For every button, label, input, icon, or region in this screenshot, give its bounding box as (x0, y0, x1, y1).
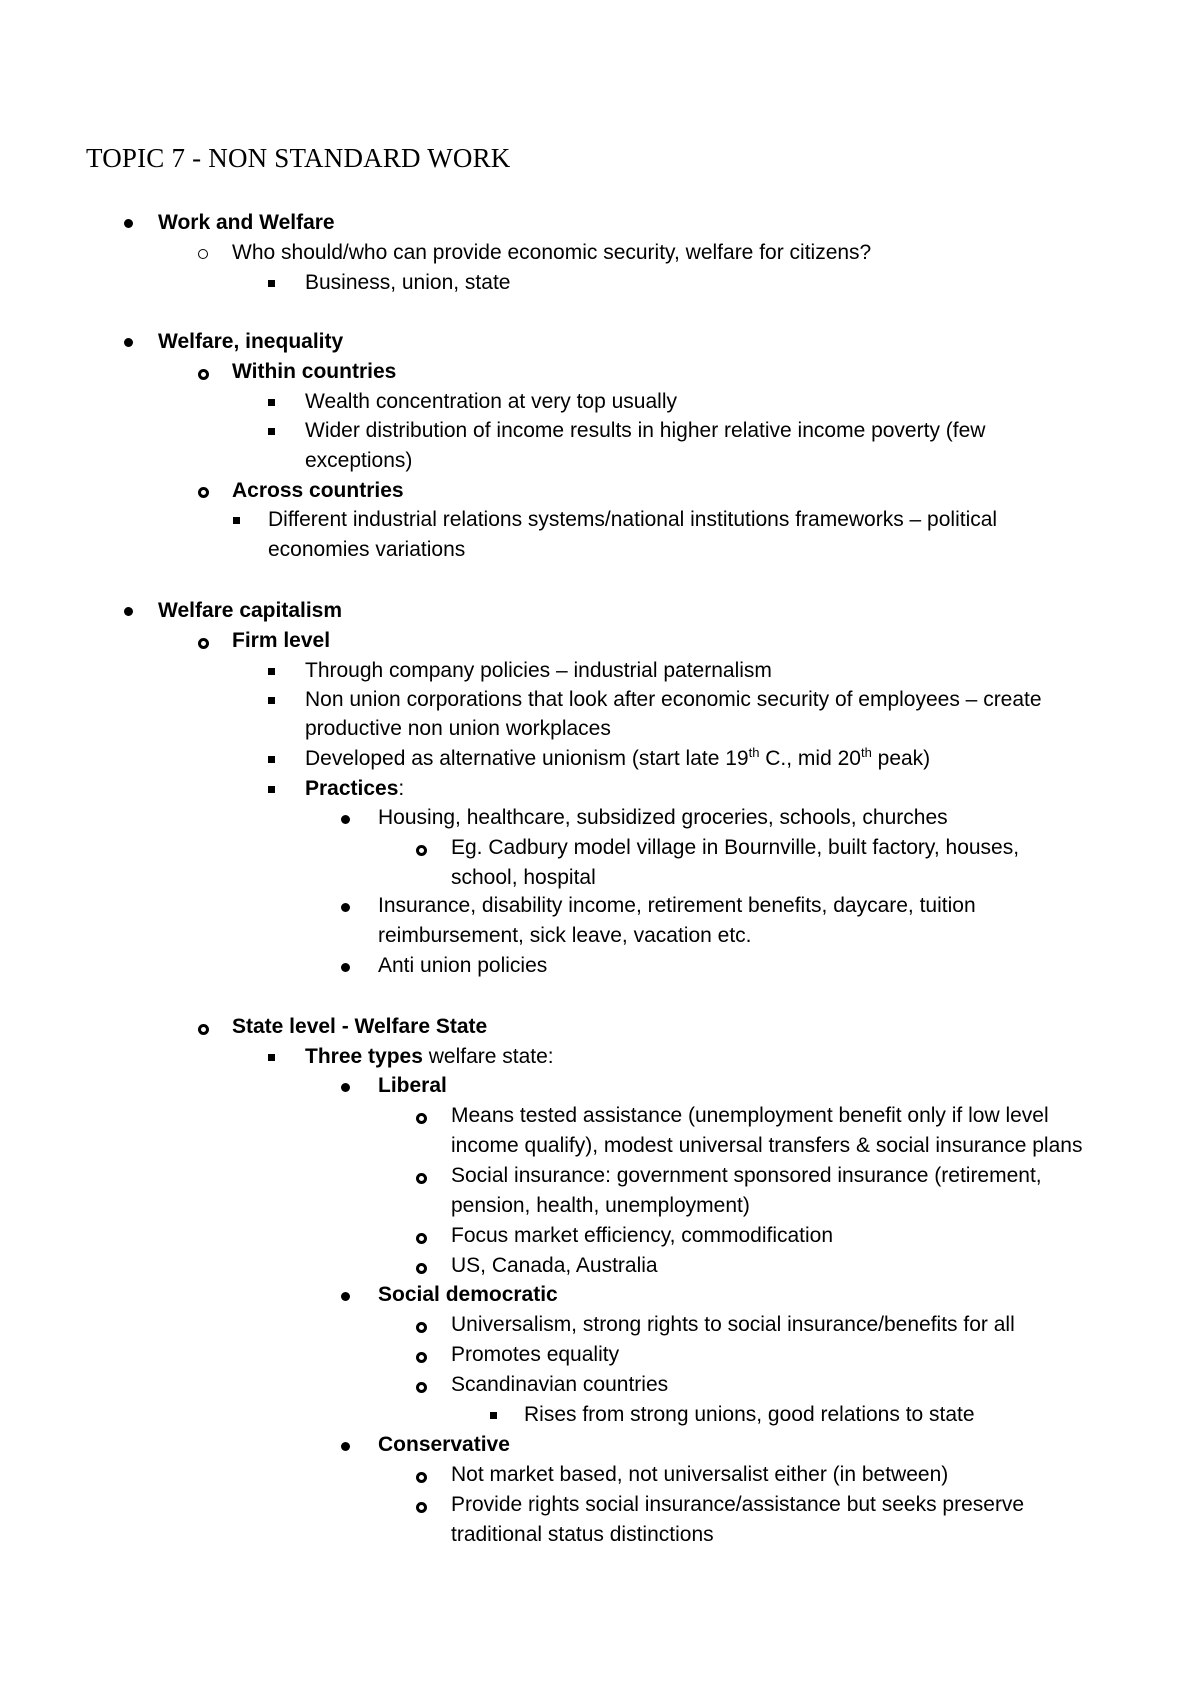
document-title: TOPIC 7 - NON STANDARD WORK (86, 143, 511, 173)
bullet-ring-icon (416, 1113, 427, 1124)
bullet-dot-icon (341, 1442, 350, 1451)
list-item: Business, union, state (305, 271, 511, 294)
list-item: Universalism, strong rights to social insurance/benefits for all (451, 1313, 1015, 1336)
bullet-ring-icon (416, 1263, 427, 1274)
list-item-continuation: reimbursement, sick leave, vacation etc. (378, 924, 752, 947)
bullet-dot-icon (124, 219, 133, 228)
subheading-state-level: State level - Welfare State (232, 1015, 488, 1038)
bullet-square-icon (268, 280, 275, 287)
bullet-ring-icon (416, 1472, 427, 1483)
subheading-within-countries: Within countries (232, 360, 397, 383)
list-item: Wealth concentration at very top usually (305, 390, 677, 413)
list-item-continuation: traditional status distinctions (451, 1523, 714, 1546)
bullet-square-icon (490, 1412, 497, 1419)
list-item-continuation: school, hospital (451, 866, 596, 889)
subheading-conservative: Conservative (378, 1433, 510, 1456)
list-item: Different industrial relations systems/national institutions frameworks – political (268, 508, 998, 531)
bullet-ring-icon (416, 1502, 427, 1513)
bullet-dot-icon (341, 815, 350, 824)
list-item-continuation: economies variations (268, 538, 466, 561)
list-item: Focus market efficiency, commodification (451, 1224, 834, 1247)
list-item-continuation: exceptions) (305, 449, 413, 472)
bullet-ring-icon (198, 638, 209, 649)
subheading-liberal: Liberal (378, 1074, 447, 1097)
list-item: Developed as alternative unionism (start late 19th C., mid 20th peak) (305, 745, 931, 770)
bullet-dot-icon (341, 963, 350, 972)
subheading-social-democratic: Social democratic (378, 1283, 558, 1306)
heading-welfare-inequality: Welfare, inequality (158, 330, 344, 353)
bullet-dot-icon (124, 338, 133, 347)
list-item: Housing, healthcare, subsidized groceries, schools, churches (378, 806, 948, 829)
list-item-continuation: pension, health, unemployment) (451, 1194, 750, 1217)
list-item-practices: Practices: (305, 777, 405, 800)
heading-work-welfare: Work and Welfare (158, 211, 335, 234)
bullet-square-icon (268, 428, 275, 435)
bullet-square-icon (233, 517, 240, 524)
bullet-ring-icon (416, 1233, 427, 1244)
list-item: Insurance, disability income, retirement benefits, daycare, tuition (378, 894, 976, 917)
list-item: Means tested assistance (unemployment benefit only if low level (451, 1104, 1049, 1127)
bullet-square-icon (268, 756, 275, 763)
list-item: Anti union policies (378, 954, 548, 977)
list-item: Through company policies – industrial paternalism (305, 659, 772, 682)
bullet-ring-icon (198, 1024, 209, 1035)
list-item: Provide rights social insurance/assistance but seeks preserve (451, 1493, 1025, 1516)
list-item: Social insurance: government sponsored insurance (retirement, (451, 1164, 1042, 1187)
bullet-ring-icon (198, 369, 209, 380)
list-item: Scandinavian countries (451, 1373, 669, 1396)
list-item-continuation: income qualify), modest universal transfers & social insurance plans (451, 1134, 1083, 1157)
list-item: Promotes equality (451, 1343, 620, 1366)
list-item: US, Canada, Australia (451, 1254, 658, 1277)
bullet-ring-icon (198, 249, 208, 259)
bullet-ring-icon (198, 487, 209, 498)
list-item-continuation: productive non union workplaces (305, 717, 611, 740)
list-item-three-types: Three types welfare state: (305, 1045, 554, 1068)
subheading-across-countries: Across countries (232, 479, 404, 502)
list-item: Who should/who can provide economic security, welfare for citizens? (232, 241, 872, 264)
bullet-square-icon (268, 668, 275, 675)
heading-welfare-capitalism: Welfare capitalism (158, 599, 343, 622)
bullet-dot-icon (124, 607, 133, 616)
bullet-square-icon (268, 1054, 275, 1061)
bullet-dot-icon (341, 1292, 350, 1301)
subheading-firm-level: Firm level (232, 629, 331, 652)
bullet-dot-icon (341, 903, 350, 912)
bullet-ring-icon (416, 1173, 427, 1184)
list-item: Wider distribution of income results in higher relative income poverty (few (305, 419, 986, 442)
list-item: Rises from strong unions, good relations to state (524, 1403, 975, 1426)
bullet-ring-icon (416, 1322, 427, 1333)
bullet-dot-icon (341, 1083, 350, 1092)
list-item: Not market based, not universalist either (in between) (451, 1463, 949, 1486)
bullet-ring-icon (416, 1382, 427, 1393)
list-item: Non union corporations that look after economic security of employees – create (305, 688, 1042, 711)
bullet-ring-icon (416, 845, 427, 856)
bullet-square-icon (268, 399, 275, 406)
bullet-square-icon (268, 697, 275, 704)
list-item: Eg. Cadbury model village in Bournville, built factory, houses, (451, 836, 1020, 859)
bullet-square-icon (268, 786, 275, 793)
bullet-ring-icon (416, 1352, 427, 1363)
